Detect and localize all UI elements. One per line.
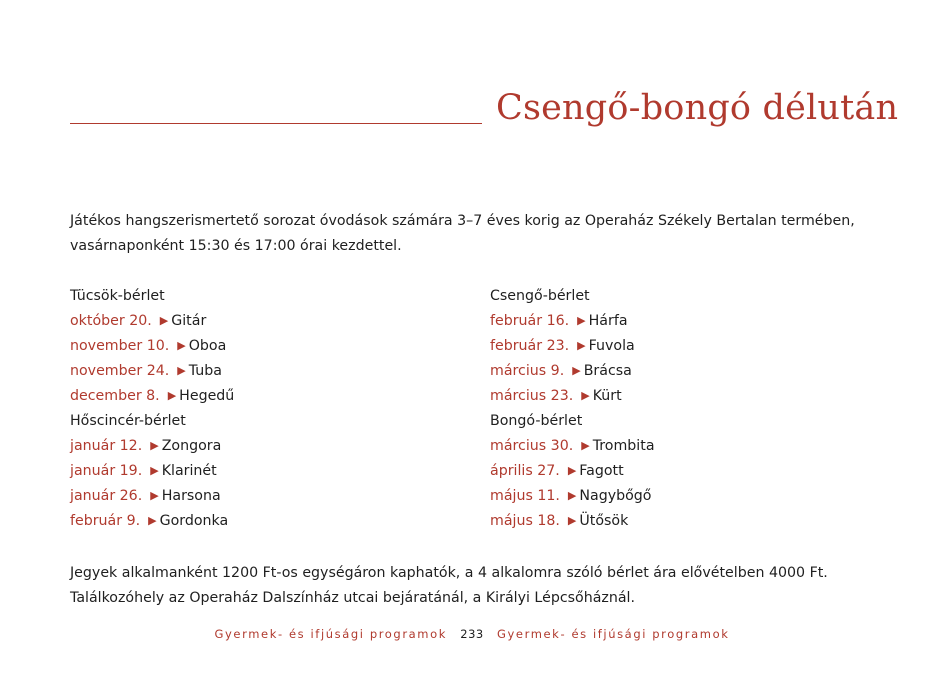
arrow-right-icon: ▶ (567, 489, 577, 502)
schedule-entry (490, 459, 870, 484)
schedule-right-column (490, 284, 870, 534)
entry-date: március 9. (490, 363, 565, 379)
entry-instrument: Oboa (188, 338, 227, 354)
entry-instrument: Fagott (579, 463, 624, 479)
title-rule (70, 123, 482, 124)
entry-instrument: Gitár (171, 313, 207, 329)
series-heading: Bongó-bérlet (490, 413, 583, 429)
entry-date: január 26. (70, 488, 143, 504)
schedule-entry (70, 484, 450, 509)
arrow-right-icon: ▶ (150, 439, 159, 452)
schedule-entry (70, 334, 450, 359)
entry-date: április 27. (490, 463, 560, 479)
series-heading: Hőscincér-bérlet (70, 413, 186, 429)
entry-instrument: Gordonka (159, 513, 229, 529)
arrow-right-icon: ▶ (572, 364, 581, 377)
arrow-right-icon: ▶ (177, 364, 186, 377)
schedule-entry (70, 309, 450, 334)
schedule-left-column (70, 284, 450, 534)
entry-instrument: Zongora (161, 438, 222, 454)
schedule-entry (490, 434, 870, 459)
entry-date: május 18. (490, 513, 560, 529)
entry-instrument: Tuba (188, 363, 222, 379)
ticket-info (70, 561, 910, 611)
arrow-right-icon: ▶ (159, 314, 169, 327)
intro-line: Játékos hangszerismertető sorozat óvodások számára 3–7 éves korig az Operaház Székely Bertalan termében, (70, 213, 855, 229)
arrow-right-icon: ▶ (148, 514, 157, 527)
series-heading: Tücsök-bérlet (70, 288, 165, 304)
arrow-right-icon: ▶ (581, 439, 590, 452)
intro-paragraph (70, 209, 890, 259)
arrow-right-icon: ▶ (177, 339, 186, 352)
schedule-entry (70, 459, 450, 484)
entry-date: október 20. (70, 313, 152, 329)
entry-date: december 8. (70, 388, 160, 404)
entry-instrument: Kürt (592, 388, 622, 404)
arrow-right-icon: ▶ (150, 489, 159, 502)
entry-instrument: Hárfa (588, 313, 628, 329)
schedule-entry (70, 384, 450, 409)
entry-date: november 24. (70, 363, 170, 379)
entry-date: február 9. (70, 513, 141, 529)
schedule-entry (490, 309, 870, 334)
entry-instrument: Nagybőgő (579, 488, 652, 504)
running-footer-right: Gyermek- és ifjúsági programok (496, 627, 730, 641)
schedule-entry (490, 384, 870, 409)
entry-instrument: Ütősök (579, 513, 629, 529)
entry-date: március 23. (490, 388, 574, 404)
schedule-entry (70, 359, 450, 384)
meeting-point-line: Találkozóhely az Operaház Dalszínház utcai bejáratánál, a Királyi Lépcsőháznál. (70, 590, 635, 606)
ticket-price-line: Jegyek alkalmanként 1200 Ft-os egységáron kaphatók, a 4 alkalomra szóló bérlet ára elővételben 4000 Ft. (70, 565, 828, 581)
entry-date: november 10. (70, 338, 170, 354)
series-heading: Csengő-bérlet (490, 288, 590, 304)
schedule-entry (490, 509, 870, 534)
entry-date: május 11. (490, 488, 560, 504)
schedule-entry (70, 434, 450, 459)
arrow-right-icon: ▶ (581, 389, 590, 402)
entry-date: január 12. (70, 438, 143, 454)
entry-date: február 23. (490, 338, 570, 354)
schedule-entry (70, 509, 450, 534)
arrow-right-icon: ▶ (567, 464, 577, 477)
page-number: 233 (460, 627, 484, 641)
entry-date: február 16. (490, 313, 570, 329)
entry-instrument: Harsona (161, 488, 221, 504)
entry-date: március 30. (490, 438, 574, 454)
schedule-entry (490, 359, 870, 384)
arrow-right-icon: ▶ (167, 389, 177, 402)
schedule-entry (490, 334, 870, 359)
running-footer (0, 627, 944, 641)
schedule-entry (490, 484, 870, 509)
entry-instrument: Brácsa (583, 363, 632, 379)
entry-date: január 19. (70, 463, 143, 479)
arrow-right-icon: ▶ (567, 514, 577, 527)
arrow-right-icon: ▶ (577, 314, 586, 327)
entry-instrument: Trombita (592, 438, 655, 454)
arrow-right-icon: ▶ (150, 464, 159, 477)
entry-instrument: Hegedű (179, 388, 235, 404)
arrow-right-icon: ▶ (577, 339, 586, 352)
page-title: Csengő-bongó délután (496, 88, 899, 128)
entry-instrument: Klarinét (161, 463, 217, 479)
entry-instrument: Fuvola (588, 338, 635, 354)
running-footer-left: Gyermek- és ifjúsági programok (214, 627, 447, 641)
intro-line: vasárnaponként 15:30 és 17:00 órai kezdettel. (70, 238, 402, 254)
